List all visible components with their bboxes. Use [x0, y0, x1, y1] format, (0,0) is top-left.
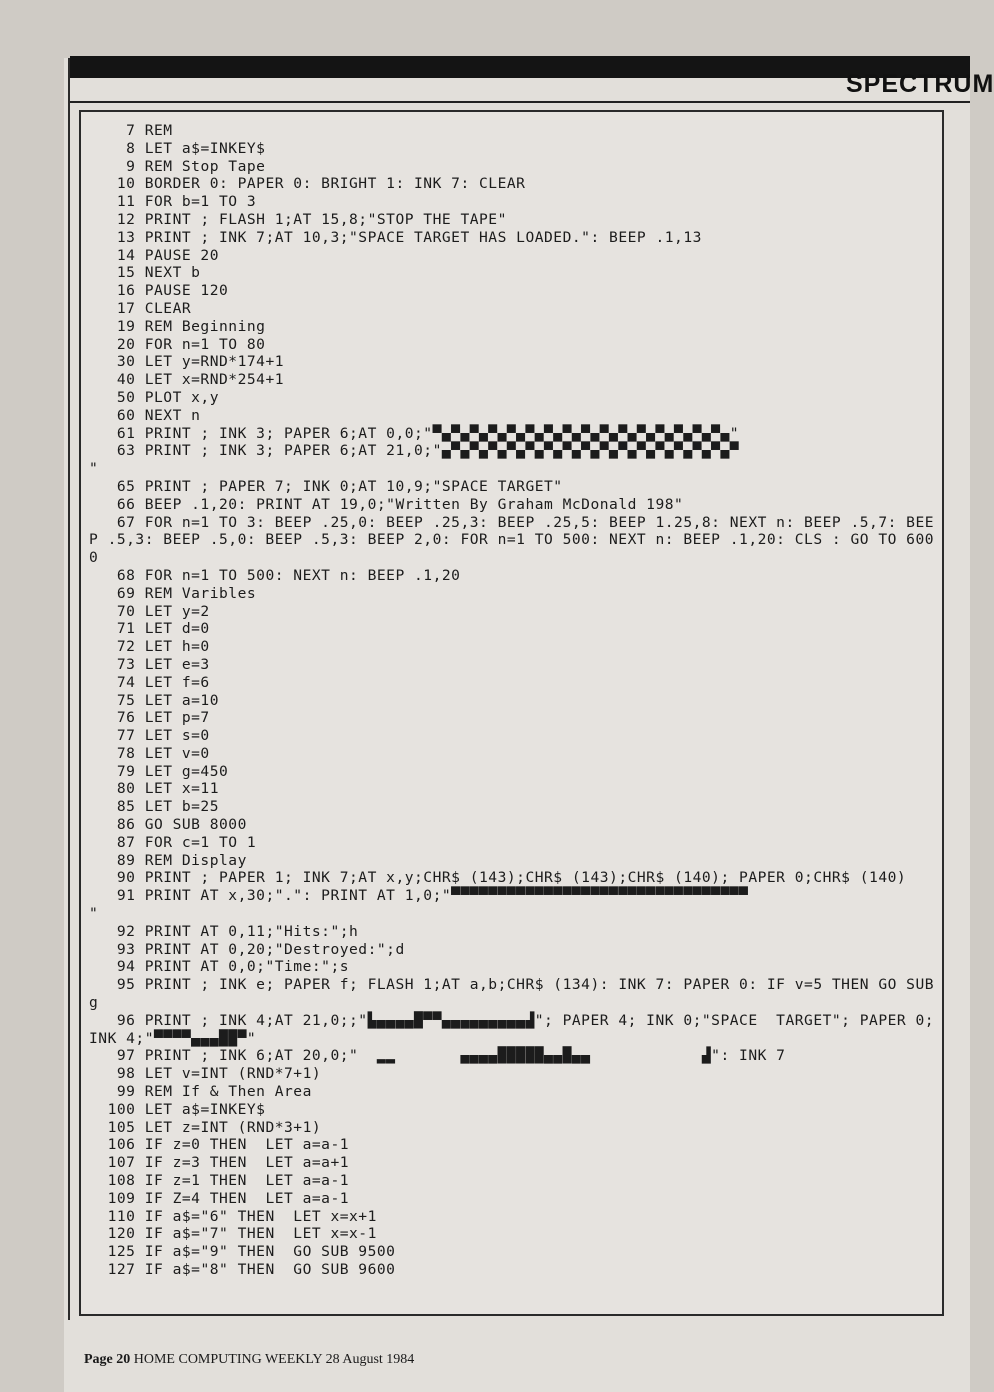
publication-line: HOME COMPUTING WEEKLY 28 August 1984 — [133, 1352, 415, 1367]
code-line: 50 PLOT x,y — [89, 388, 220, 406]
section-title: SPECTRUM — [846, 70, 994, 98]
code-line: 105 LET z=INT (RND*3+1) — [89, 1118, 322, 1136]
code-line: 60 NEXT n — [89, 406, 201, 424]
code-line: 17 CLEAR — [89, 299, 192, 317]
code-line: 95 PRINT ; INK e; PAPER f; FLASH 1;AT a,b;CHR$ (134): INK 7: PAPER 0: IF v=5 THEN GO SUB g — [89, 976, 944, 1012]
code-line: 120 IF a$="7" THEN LET x=x-1 — [89, 1225, 377, 1243]
code-line: 73 LET e=3 — [89, 655, 210, 673]
code-line: 67 FOR n=1 TO 3: BEEP .25,0: BEEP .25,3: BEEP .25,5: BEEP 1.25,8: NEXT n: BEEP .5,7: BEEP .5,3: BEEP .5,0: BEEP .5,3: BEEP 2,0: FOR n=1 TO 500: NEXT n: BEEP .1,20: CLS : GO TO 6000 — [89, 513, 935, 567]
code-line: 63 PRINT ; INK 3; PAPER 6;AT 21,0;"▄▀▄▀▄▀▄▀▄▀▄▀▄▀▄▀▄▀▄▀▄▀▄▀▄▀▄▀▄▀▄▀ — [89, 442, 740, 460]
code-line: 75 LET a=10 — [89, 691, 220, 709]
code-line: 9 REM Stop Tape — [89, 157, 266, 175]
code-line: 8 LET a$=INKEY$ — [89, 139, 266, 157]
code-line: 92 PRINT AT 0,11;"Hits:";h — [89, 922, 359, 940]
code-line: 79 LET g=450 — [89, 762, 229, 780]
code-line: 96 PRINT ; INK 4;AT 21,0;;"▙▄▄▄▄█▀▀▄▄▄▄▄▄▄▄▄▟"; PAPER 4; INK 0;"SPACE TARGET"; PAPER 0; INK 4;"▀▀▀▀▄▄▄██▀" — [89, 1011, 944, 1047]
code-line: 97 PRINT ; INK 6;AT 20,0;" ▂▂ ▄▄▄▄█████▄▄█▄▄ ▟": INK 7 — [89, 1047, 786, 1065]
code-line: 12 PRINT ; FLASH 1;AT 15,8;"STOP THE TAPE" — [89, 210, 507, 228]
code-line: 20 FOR n=1 TO 80 — [89, 335, 266, 353]
code-line: 87 FOR c=1 TO 1 — [89, 833, 257, 851]
code-line: 109 IF Z=4 THEN LET a=a-1 — [89, 1189, 350, 1207]
code-line: 19 REM Beginning — [89, 317, 266, 335]
code-line: 89 REM Display — [89, 851, 247, 869]
code-line: 93 PRINT AT 0,20;"Destroyed:";d — [89, 940, 405, 958]
code-line: 7 REM — [89, 122, 173, 139]
code-line: " — [89, 905, 99, 923]
code-line: 76 LET p=7 — [89, 709, 210, 727]
code-line: 107 IF z=3 THEN LET a=a+1 — [89, 1154, 350, 1172]
code-line: 94 PRINT AT 0,0;"Time:";s — [89, 958, 350, 976]
code-line: 99 REM If & Then Area — [89, 1083, 312, 1101]
code-line: 127 IF a$="8" THEN GO SUB 9600 — [89, 1261, 396, 1278]
code-line: 14 PAUSE 20 — [89, 246, 220, 264]
code-line: 69 REM Varibles — [89, 584, 257, 602]
code-line: 10 BORDER 0: PAPER 0: BRIGHT 1: INK 7: CLEAR — [89, 175, 526, 193]
code-line: 68 FOR n=1 TO 500: NEXT n: BEEP .1,20 — [89, 566, 461, 584]
code-line: 65 PRINT ; PAPER 7; INK 0;AT 10,9;"SPACE TARGET" — [89, 477, 563, 495]
code-line: 72 LET h=0 — [89, 638, 210, 656]
code-line: 110 IF a$="6" THEN LET x=x+1 — [89, 1207, 377, 1225]
code-line: 61 PRINT ; INK 3; PAPER 6;AT 0,0;"▀▄▀▄▀▄▀▄▀▄▀▄▀▄▀▄▀▄▀▄▀▄▀▄▀▄▀▄▀▄▀▄" — [89, 424, 740, 442]
code-line: 16 PAUSE 120 — [89, 282, 229, 300]
code-line: 78 LET v=0 — [89, 744, 210, 762]
program-listing-box — [79, 110, 944, 1316]
code-line: 77 LET s=0 — [89, 727, 210, 745]
code-line: 108 IF z=1 THEN LET a=a-1 — [89, 1172, 350, 1190]
code-line: 40 LET x=RND*254+1 — [89, 371, 285, 389]
left-margin-rule — [68, 58, 70, 1320]
code-line: 85 LET b=25 — [89, 798, 220, 816]
program-listing — [89, 122, 944, 1279]
code-line: 74 LET f=6 — [89, 673, 210, 691]
code-line: 125 IF a$="9" THEN GO SUB 9500 — [89, 1243, 396, 1261]
code-line: 80 LET x=11 — [89, 780, 220, 798]
code-line: 106 IF z=0 THEN LET a=a-1 — [89, 1136, 350, 1154]
page-footer — [84, 1350, 414, 1370]
page-number: Page 20 — [84, 1352, 131, 1367]
code-line: 66 BEEP .1,20: PRINT AT 19,0;"Written By Graham McDonald 198" — [89, 495, 684, 513]
code-line: 86 GO SUB 8000 — [89, 816, 247, 834]
code-line: 71 LET d=0 — [89, 620, 210, 638]
code-line: " — [89, 460, 99, 478]
header-rule — [70, 101, 970, 103]
code-line: 100 LET a$=INKEY$ — [89, 1100, 266, 1118]
code-line: 13 PRINT ; INK 7;AT 10,3;"SPACE TARGET HAS LOADED.": BEEP .1,13 — [89, 228, 702, 246]
code-line: 90 PRINT ; PAPER 1; INK 7;AT x,y;CHR$ (143);CHR$ (143);CHR$ (140); PAPER 0;CHR$ (140) — [89, 869, 907, 887]
code-line: 98 LET v=INT (RND*7+1) — [89, 1065, 322, 1083]
header-bar — [70, 56, 970, 78]
code-line: 70 LET y=2 — [89, 602, 210, 620]
code-line: 15 NEXT b — [89, 264, 201, 282]
code-line: 30 LET y=RND*174+1 — [89, 353, 285, 371]
code-line: 11 FOR b=1 TO 3 — [89, 193, 257, 211]
code-line: 91 PRINT AT x,30;".": PRINT AT 1,0;"▀▀▀▀▀▀▀▀▀▀▀▀▀▀▀▀▀▀▀▀▀▀▀▀▀▀▀▀▀▀▀▀ — [89, 887, 749, 905]
